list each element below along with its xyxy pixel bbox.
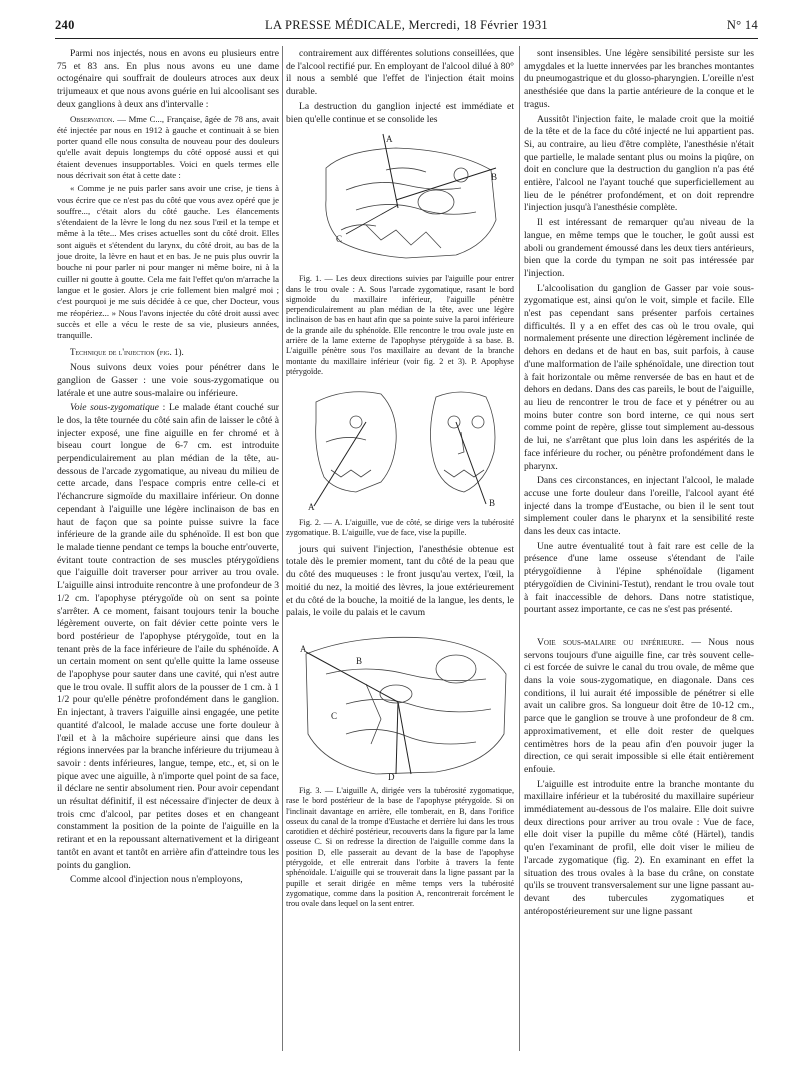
observation-text: — Mme C..., Française, âgée de 78 ans, avait été injectée par nous en 1912 à gauche et continuait à se bien porter quand elle nous consulta de nouveau pour des douleurs qu'elle avait depuis longtemps du côté opposé aussi et qui étaient devenues insupportables. Voici en quels termes elle nous décrivait son état à cette date : — [57, 113, 279, 180]
figure-3-caption: Fig. 3. — L'aiguille A, dirigée vers la tubérosité zygomatique, rase le bord postérieur de la base de l'apophyse ptérygoïde. Si on l'inclinait davantage en arrière, elle tomberait, en B, dans l'orifice osseux du canal de la trompe d'Eustache et derrière lui dans les trous carotidien et déchiré postérieur, recouverts dans la figure par la lame osseuse C. Si on redresse la direction de l'aiguille comme dans la position D, elle passerait au devant de la base de l'apophyse ptérygoïde, et elle entrerait dans l'orbite à travers la fente sphénoïdale. L'aiguille qui se trouverait dans la ligne passant par la pupille et serait dirigée en même temps vers la tubérosité zygomatique, comme dans la position A, rencontrerait forcément le trou ovale dans lequel on la sent entrer. — [286, 786, 514, 909]
paragraph: Il est intéressant de remarquer qu'au niveau de la langue, en même temps que le toucher, le goût aussi est aboli ou grandement émoussé dans les deux tiers antérieurs, bien que la corde du tympan ne soit pas intéressée par l'injection. — [524, 217, 754, 279]
figure-label: A — [308, 502, 315, 513]
paragraph: contrairement aux différentes solutions conseillées, que de l'alcool rectifié pur. En employant de l'alcool dilué à 80° il nous a semblé que l'effet de l'injection était moins durable. — [286, 48, 514, 98]
figure-label: A — [300, 644, 307, 654]
paragraph: Parmi nos injectés, nous en avons eu plusieurs entre 75 et 83 ans. En plus nous avons eu une dame octogénaire qui souffrait de douleurs atroces aux deux trijumeaux et que nous avons guérie en lui alcoolisant ses deux ganglions à deux ans d'intervalle : — [57, 48, 279, 110]
paragraph: sont insensibles. Une légère sensibilité persiste sur les amygdales et la luette innervées par les branches montantes du pneumogastrique et du glosso-pharyngien. L'oreille n'est anesthésiée que dans la partie antérieure de la conque et le tragus. — [524, 48, 754, 110]
journal-title: LA PRESSE MÉDICALE, Mercredi, 18 Février 1931 — [265, 18, 548, 32]
paragraph: L'aiguille est introduite entre la branche montante du maxillaire inférieur et la tubérosité du maxillaire supérieur immédiatement au-dessous de l'os malaire. Elle doit suivre deux directions pour arriver au trou ovale : Vue de face, elle doit viser la pupille du même côté (Härtel), tandis qu'en l'examinant de profil, elle doit viser le milieu de l'arcade zygomatique (fig. 2). En examinant en effet la situation des trous ovales à la base du crâne, on constate qu'ils se trouvent transversalement sur une ligne passant au-devant des tubercules zygomatiques et antéropostérieurement sur une ligne passant — [524, 778, 754, 917]
paragraph: jours qui suivent l'injection, l'anesthésie obtenue est totale dès le premier moment, tant du côté de la peau que du côté des muqueuses : le front jusqu'au vertex, l'œil, la moitié du nez, la moitié des lèvres, la joue extérieurement et du côté de la bouche, la moitié de la langue, les dents, le palais, le voile du palais et le cavum — [286, 543, 514, 619]
figure-2-caption: Fig. 2. — A. L'aiguille, vue de côté, se dirige vers la tubérosité zygomatique. B. L'aiguille, vue de face, vise la pupille. — [286, 518, 514, 538]
page-number: 240 — [55, 18, 75, 32]
paragraph: Aussitôt l'injection faite, le malade croit que la moitié de la tête et de la face du côté injecté ne lui appartient pas. Si, au contraire, au lieu d'être complète, l'anesthésie n'était que partielle, le malade sentant plus ou moins la piqûre, on doit en conclure que la destruction du ganglion n'a pas été entière, l'alcool ne l'ayant touché que superficiellement au lieu de le pénétrer profondément, et on doit reprendre l'injection jusqu'à l'anesthésie complète. — [524, 113, 754, 214]
figure-label: C — [336, 234, 343, 245]
paragraph: Comme alcool d'injection nous n'employons, — [70, 874, 243, 886]
paragraph: La destruction du ganglion injecté est immédiate et bien qu'elle continue et se consolide les — [286, 100, 514, 125]
voie2-label: Voie sous-malaire ou inférieure. — [537, 636, 684, 648]
skull-lateral-illustration — [286, 130, 514, 270]
header-rule — [55, 38, 758, 39]
section-heading: Technique de l'injection (fig. 1). — [70, 347, 184, 358]
observation — [57, 114, 279, 182]
figure-label: C — [331, 711, 338, 721]
figure-label: B — [356, 656, 363, 666]
paragraph: Nous suivons deux voies pour pénétrer dans le ganglion de Gasser : une voie sous-zygomatique ou latérale et une autre sous-malaire ou inférieure. — [57, 362, 279, 399]
issue-number: N° 14 — [726, 18, 758, 32]
figure-3 — [286, 624, 514, 782]
column-divider — [282, 46, 283, 1051]
column-2 — [286, 48, 514, 915]
figure-1 — [286, 130, 514, 270]
figure-2 — [286, 382, 514, 514]
page-header — [55, 18, 758, 34]
paragraph — [524, 637, 754, 777]
column-3 — [524, 48, 754, 920]
paragraph: Une autre éventualité tout à fait rare est celle de la présence d'une lame osseuse s'étendant de l'aile ptérygoïdienne à l'épine sphénoïdale (ligament ptérygoïdien de Civinini-Testut), rendant le trou ovale tout à fait inaccessible de dehors. Dans notre statistique, pourtant assez importante, ce cas ne s'est pas présenté. — [524, 540, 754, 616]
skull-base-illustration — [286, 624, 514, 782]
head-views-illustration — [286, 382, 514, 514]
paragraph — [57, 402, 279, 872]
paragraph: Dans ces circonstances, en injectant l'alcool, le malade accuse une forte douleur dans l'oreille, l'alcool ayant été injecté dans la trompe d'Eustache, ou bien il le sent tout simplement couler dans le pharynx et la sensibilité reste dans les deux cas intacte. — [524, 475, 754, 538]
voie-label: Voie sous-zygomatique — [70, 402, 159, 414]
figure-label: A — [386, 134, 393, 145]
figure-label: D — [388, 772, 395, 782]
patient-quote: « Comme je ne puis parler sans avoir une crise, je tiens à vous écrire que ce n'est pas du côté que vous avez opéré que je souffre..., c'était alors du côté gauche. Les élancements s'étendaient de la lèvre le long du nez sous l'œil et la tempe et même à la tête... Mes crises actuelles sont du côté droit. Elles sont aiguës et s'étendent du larynx, du côté droit, au bas de la joue droite, la lèvre en haut et en bas. Je ne puis plus ouvrir la bouche ni pour parler ni pour manger ni même boire, ni à la cuiller ni goutte à goutte. Cela me fait l'effet qu'on m'arrache la langue et le gosier. Alors je crie follement bien malgré moi ; c'est pourquoi je me suis décidée à ce que, cher Docteur, vous me réopériez... » Nous l'avons injectée du côté droit aussi avec succès et elle a vécu le reste de sa vie, plusieurs années, tranquille. — [57, 183, 279, 341]
column-1 — [57, 48, 279, 889]
column-divider — [519, 46, 520, 1051]
paragraph-text: : Le malade étant couché sur le dos, la tête tournée du côté sain afin de laisser le côté à injecter exposé, une fine aiguille en fer chromé et à biseau court longue de 6-7 cm. est introduite perpendiculairement au plan médian de la tête, au-dessous de l'arcade zygomatique, au niveau du milieu de cette arcade, dans l'espace compris entre celle-ci et l'échancrure sigmoïde du maxillaire inférieur. On donne cependant à l'aiguille une légère inclinaison de bas en haut de façon que sa pointe puisse suivre la face inférieure de la grande aile du sphénoïde. Il est bon que le malade tienne pendant ce temps la bouche entr'ouverte, évitant toute contraction de ses muscles ptérygoïdiens que l'aiguille doit traverser pour arriver au trou ovale. L'aiguille ainsi introduite rencontre à une profondeur de 3 1/2 cm. l'apophyse ptérygoïde où on sent sa pointe s'arrêter. A ce moment, faisant toujours tenir la bouche légèrement ouverte, on fait dévier cette pointe vers le bord postérieur de l'apophyse ptérygoïde, tout en la tenant près de la face inférieure de l'aile du sphénoïde. A un certain moment on sent qu'elle quitte la lame osseuse de l'apophyse pour sauter dans une cavité, qui n'est autre que le trou ovale. Il suffit alors de la pousser de 1 cm. à 1 1/2 pour qu'elle pénètre profondément dans le ganglion. En injectant, à travers l'aiguille ainsi engagée, une petite quantité d'alcool, le malade accuse une forte douleur à l'œil et à la mâchoire supérieure ainsi que dans les régions innervées par la branche inférieure du trijumeau à savoir : dents inférieures, langue, tempe, etc., et, si on le pique avec une aiguille, à n'importe quel point de sa face, il déclare ne sentir absolument rien. Pour avoir cependant un résultat définitif, il est nécessaire d'injecter de deux à trois cmc d'alcool, par petites doses et en changeant constamment la position de la pointe de l'aiguille en la retirant et en la repoussant alternativement et la dirigeant tantôt en avant et tantôt en arrière afin d'atteindre tous les points du ganglion. — [57, 402, 279, 871]
paragraph-text: — Nous nous servons toujours d'une aiguille fine, car très souvent celle-ci est forcée de suivre le canal du trou ovale, de même que dans la voie sous-zygomatique, en diagonale. Dans ces conditions, il lui aurait été impossible de pénétrer si elle avait un calibre gros. Sa longueur doit être de 10-12 cm., parce que le ganglion se trouve à une profondeur de 8 cm. approximativement, et elle doit rester de quelques centimètres hors de la peau afin d'en pouvoir juger la direction, ce qui serait impossible si elle était entièrement enfouie. — [524, 636, 754, 775]
paragraph: L'alcoolisation du ganglion de Gasser par voie sous-zygomatique est, ainsi qu'on le voit, simple et facile. Elle n'est pas cependant sans présenter parfois certaines difficultés. Il y a en effet des cas où le trou ovale, qui normalement présente une direction légèrement inclinée de dehors en dedans et de haut en bas, suit parfois, à cause d'une malformation de l'aile sphénoïdale, une direction tout à fait horizontale ou même renversée de bas en haut et de dehors en dedans. Dans des cas pareils, le bout de l'aiguille, au lieu de rencontrer le trou de face et y pénétrer ou au moins buter contre son bord interne, ce qui nous sert comme point de repère, glisse tout simplement au-dessous de lui, ne s'arrêtant que plus loin dans les aspérités de la face inférieure du rocher, ou pénètre profondément dans le pharynx. — [524, 282, 754, 472]
observation-label: Observation. — [70, 113, 115, 124]
figure-label: B — [489, 498, 496, 509]
figure-label: B — [491, 172, 498, 183]
figure-1-caption: Fig. 1. — Les deux directions suivies par l'aiguille pour entrer dans le trou ovale : A. Sous l'arcade zygomatique, rasant le bord sigmoïde du maxillaire inférieur, l'aiguille pénètre perpendiculairement au plan médian de la tête, avec une légère inclinaison de bas en haut afin que sa pointe suive la paroi inférieure de la grande aile du sphénoïde. Elle rencontre le trou ovale juste en arrière de la lame externe de l'apophyse ptérygoïde à sa base. B. L'aiguille pénètre sous l'os maxillaire au devant de la branche montante du maxillaire inférieur (voir fig. 2 et 3). P. Apophyse ptérygoïde. — [286, 274, 514, 376]
section-gap — [524, 619, 754, 637]
